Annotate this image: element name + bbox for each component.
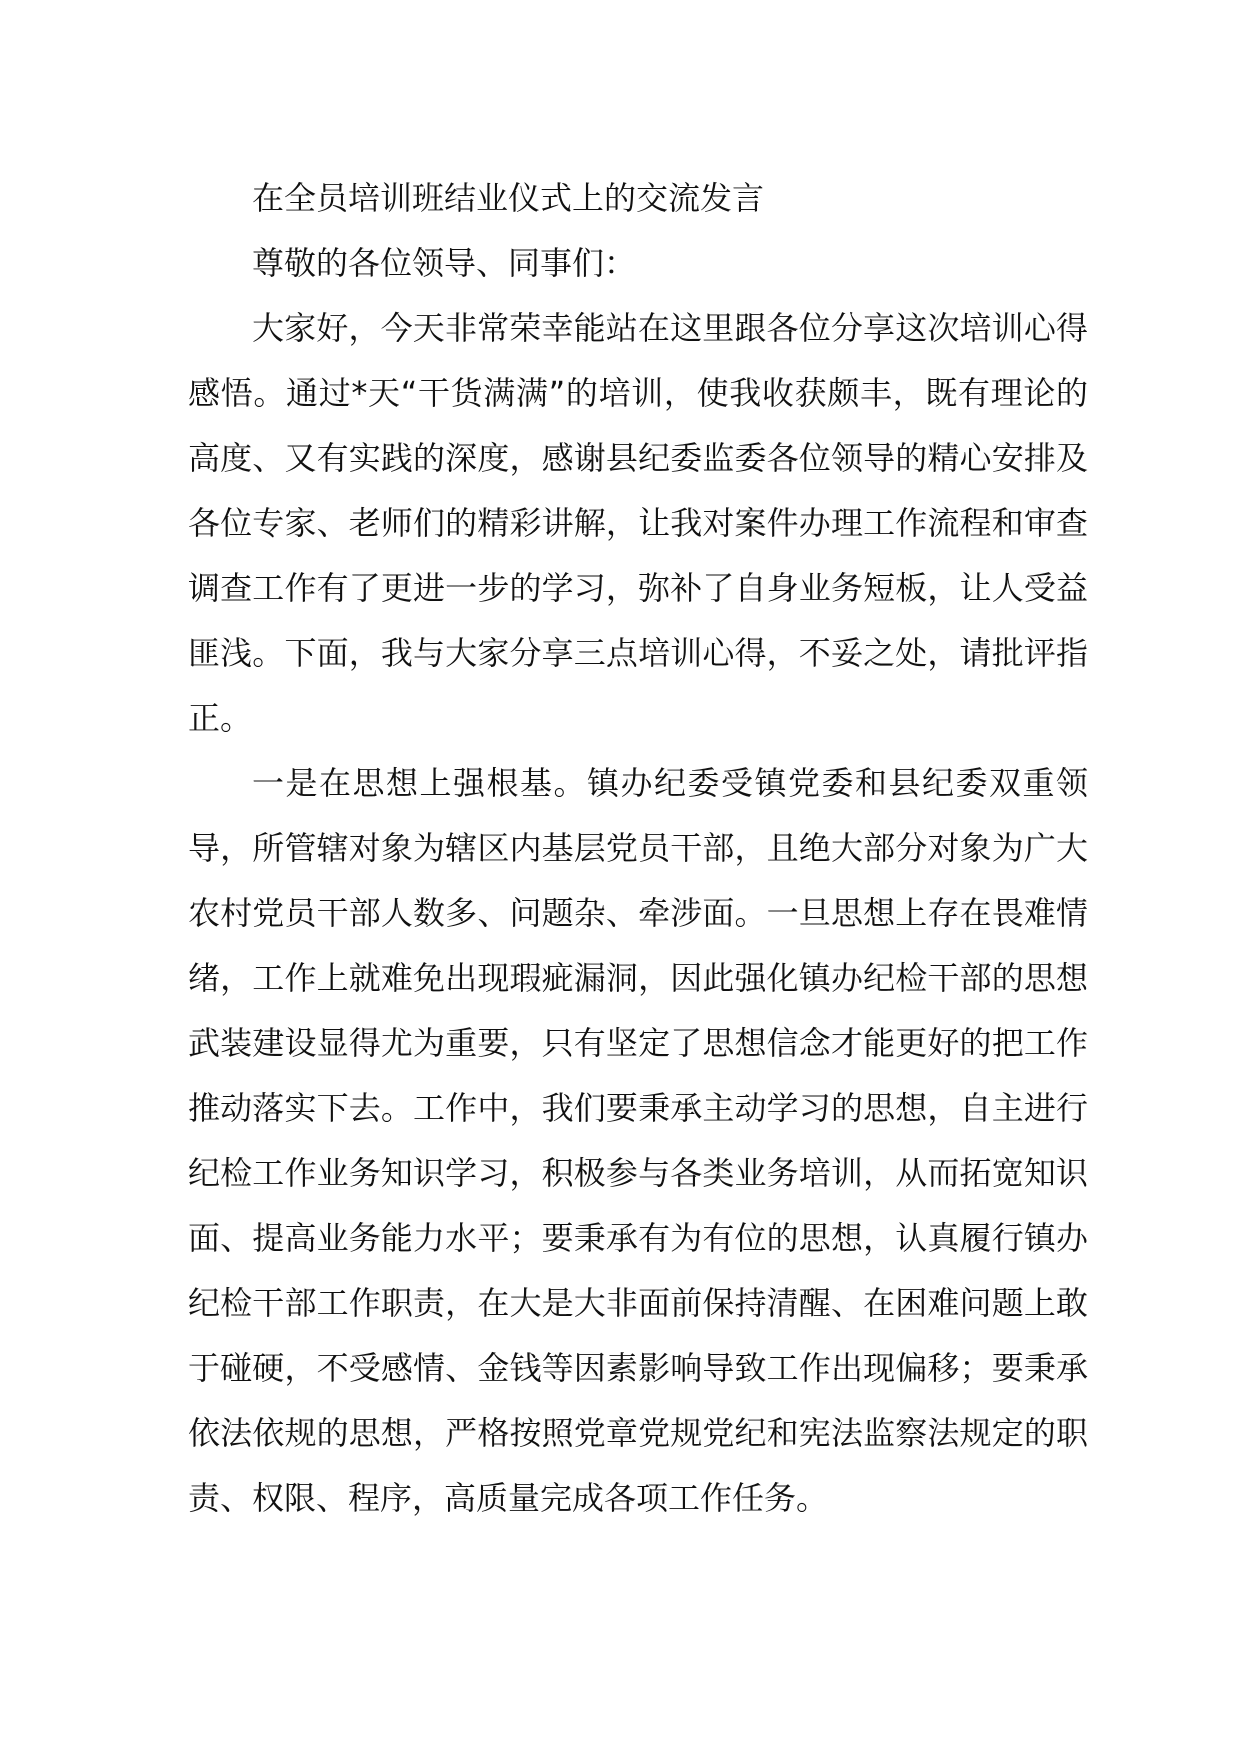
paragraph-point-one: 一是在思想上强根基。镇办纪委受镇党委和县纪委双重领导，所管辖对象为辖区内基层党员干部，且绝大部分对象为广大农村党员干部人数多、问题杂、牵涉面。一旦思想上存在畏难情绪，工作上就难免出现瑕疵漏洞，因此强化镇办纪检干部的思想武装建设显得尤为重要，只有坚定了思想信念才能更好的把工作推动落实下去。工作中，我们要秉承主动学习的思想，自主进行纪检工作业务知识学习，积极参与各类业务培训，从而拓宽知识面、提高业务能力水平；要秉承有为有位的思想，认真履行镇办纪检干部工作职责，在大是大非面前保持清醒、在困难问题上敢于碰硬，不受感情、金钱等因素影响导致工作出现偏移；要秉承依法依规的思想，严格按照党章党规党纪和宪法监察法规定的职责、权限、程序，高质量完成各项工作任务。: [188, 764, 1088, 1517]
paragraph-intro: 大家好，今天非常荣幸能站在这里跟各位分享这次培训心得感悟。通过*天“干货满满”的培训，使我收获颇丰，既有理论的高度、又有实践的深度，感谢县纪委监委各位领导的精心安排及各位专家、老师们的精彩讲解，让我对案件办理工作流程和审查调查工作有了更进一步的学习，弥补了自身业务短板，让人受益匪浅。下面，我与大家分享三点培训心得，不妥之处，请批评指正。: [188, 309, 1088, 737]
document-title: 在全员培训班结业仪式上的交流发言: [252, 179, 765, 217]
salutation: 尊敬的各位领导、同事们：: [252, 244, 637, 282]
document-body: [188, 166, 1088, 1531]
